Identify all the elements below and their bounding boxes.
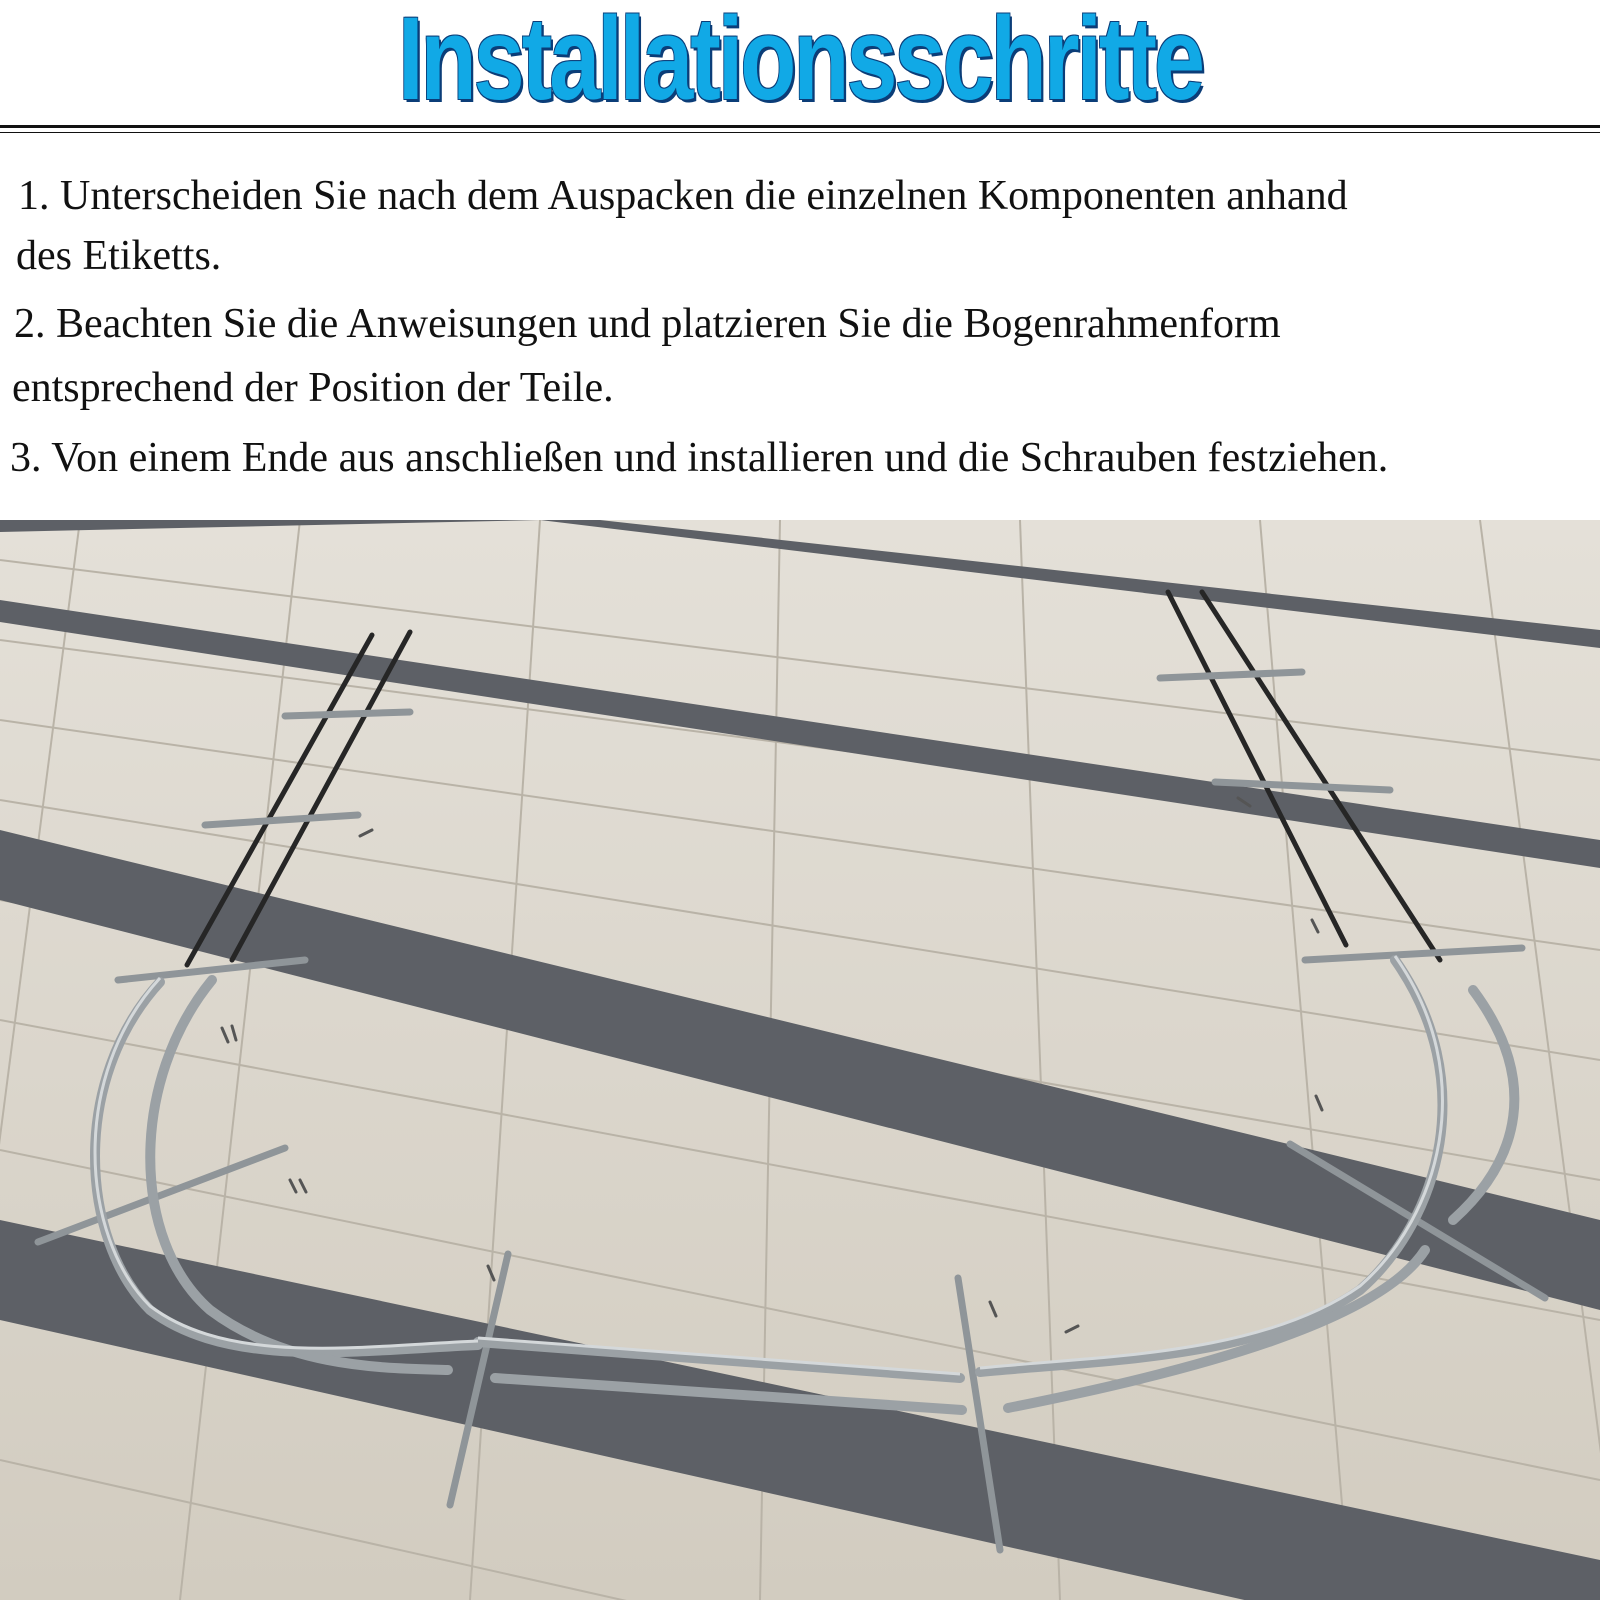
step-1-line-1: 1. Unterscheiden Sie nach dem Auspacken die einzelnen Komponenten anhand xyxy=(18,173,1348,219)
step-1-line-2: des Etiketts. xyxy=(16,233,222,279)
page-title: Installationsschritte xyxy=(398,0,1202,125)
step-2-line-2: entsprechend der Position der Teile. xyxy=(12,365,614,411)
step-3-line-1: 3. Von einem Ende aus anschließen und installieren und die Schrauben festziehen. xyxy=(10,435,1389,481)
installation-photo xyxy=(0,520,1600,1600)
title-divider-thin xyxy=(0,132,1600,133)
title-divider xyxy=(0,125,1600,128)
step-2-line-1: 2. Beachten Sie die Anweisungen und platzieren Sie die Bogenrahmenform xyxy=(14,301,1281,347)
